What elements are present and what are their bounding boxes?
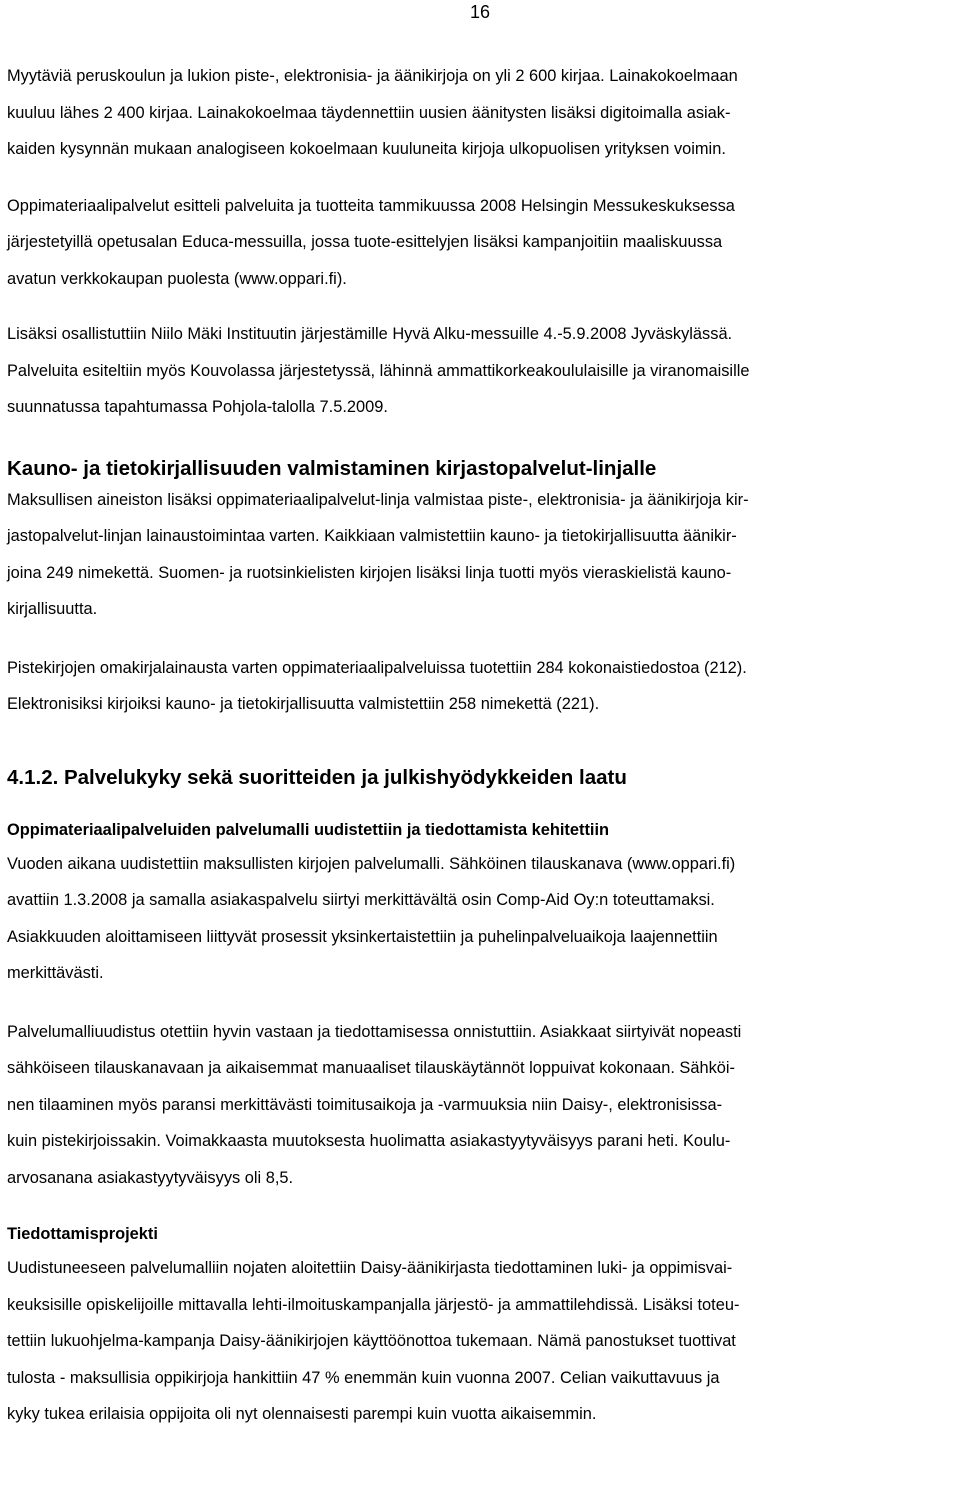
heading-palvelumalli: Oppimateriaalipalveluiden palvelumalli uudistettiin ja tiedottamista kehitettiin bbox=[7, 820, 610, 839]
page-content bbox=[7, 58, 953, 1433]
paragraph-collection: Myytäviä peruskoulun ja lukion piste-, elektronisia- ja äänikirjoja on yli 2 600 kirjaa. Lainakokoelmaan kuuluu lähes 2 400 kirjaa. Lainakokoelmaa täydennettiin uusien äänitysten lisäksi digitoimalla asiak- kaiden kysynnän mukaan analogiseen kokoelmaan kuuluneita kirjoja ulkopuolisen yrityksen voimin. bbox=[7, 67, 738, 158]
paragraph-information-project: Uudistuneeseen palvelumalliin nojaten aloitettiin Daisy-äänikirjasta tiedottaminen luki- ja oppimisvai- keuksisille opiskelijoille mittavalla lehti-ilmoituskampanjalla järjestö- ja ammattilehdissä. Lisäksi toteu- tettiin lukuohjelma-kampanja Daisy-äänikirjojen käyttöönottoa tukemaan. Nämä panostukset tuottivat tulosta - maksullisia oppikirjoja hankittiin 47 % enemmän kuin vuonna 2007. Celian vaikuttavuus ja kyky tukea erilaisia oppijoita oli nyt olennaisesti parempi kuin vuotta aikaisemmin. bbox=[7, 1259, 740, 1423]
paragraph-pistekirjat: Pistekirjojen omakirjalainausta varten oppimateriaalipalveluissa tuotettiin 284 kokonaistiedostoa (212). Elektronisiksi kirjoiksi kauno- ja tietokirjallisuutta valmistettiin 258 nimekettä (221). bbox=[7, 658, 747, 713]
paragraph-service-model: Vuoden aikana uudistettiin maksullisten kirjojen palvelumalli. Sähköinen tilauskanava (www.oppari.fi) avattiin 1.3.2008 ja samalla asiakaspalvelu siirtyi merkittävältä osin Comp-Aid Oy:n toteuttamaksi. Asiakkuuden aloittamiseen liittyvät prosessit yksinkertaistettiin ja puhelinpalveluaikoja laajennettiin merkittävästi. bbox=[7, 854, 736, 982]
paragraph-kauno-production: Maksullisen aineiston lisäksi oppimateriaalipalvelut-linja valmistaa piste-, elektronisia- ja äänikirjoja kir- jastopalvelut-linjan lainaustoimintaa varten. Kaikkiaan valmistettiin kauno- ja tietokirjallisuutta äänikir- joina 249 nimekettä. Suomen- ja ruotsinkielisten kirjojen lisäksi linja tuotti myös vieraskielistä kauno- kirjallisuutta. bbox=[7, 490, 749, 618]
heading-tiedottamisprojekti: Tiedottamisprojekti bbox=[7, 1225, 158, 1243]
paragraph-service-model-results: Palvelumalliuudistus otettiin hyvin vastaan ja tiedottamisessa onnistuttiin. Asiakkaat siirtyivät nopeasti sähköiseen tilauskanavaan ja aikaisemmat manuaaliset tilauskäytännöt loppuivat kokonaan. Sähköi- nen tilaaminen myös paransi merkittävästi toimitusaikoja ja -varmuuksia niin Daisy-, elektronisissa- kuin pistekirjoissakin. Voimakkaasta muutoksesta huolimatta asiakastyytyväisyys parani heti. Koulu- arvosanana asiakastyytyväisyys oli 8,5. bbox=[7, 1022, 742, 1187]
section-heading-4-1-2: 4.1.2. Palvelukyky sekä suoritteiden ja julkishyödykkeiden laatu bbox=[7, 765, 627, 789]
heading-kauno-tietokirjallisuus: Kauno- ja tietokirjallisuuden valmistaminen kirjastopalvelut-linjalle bbox=[7, 456, 657, 480]
paragraph-educa-fair: Oppimateriaalipalvelut esitteli palveluita ja tuotteita tammikuussa 2008 Helsingin Messukeskuksessa järjestetyillä opetusalan Educa-messuilla, jossa tuote-esittelyjen lisäksi kampanjoitiin maaliskuussa avatun verkkokaupan puolesta (www.oppari.fi). bbox=[7, 196, 735, 288]
paragraph-other-events: Lisäksi osallistuttiin Niilo Mäki Instituutin järjestämille Hyvä Alku-messuille 4.-5.9.2008 Jyväskylässä. Palveluita esiteltiin myös Kouvolassa järjestetyssä, lähinnä ammattikorkeakoululaisille ja viranomaisille suunnatussa tapahtumassa Pohjola-talolla 7.5.2009. bbox=[7, 325, 750, 416]
page-number: 16 bbox=[469, 2, 491, 22]
